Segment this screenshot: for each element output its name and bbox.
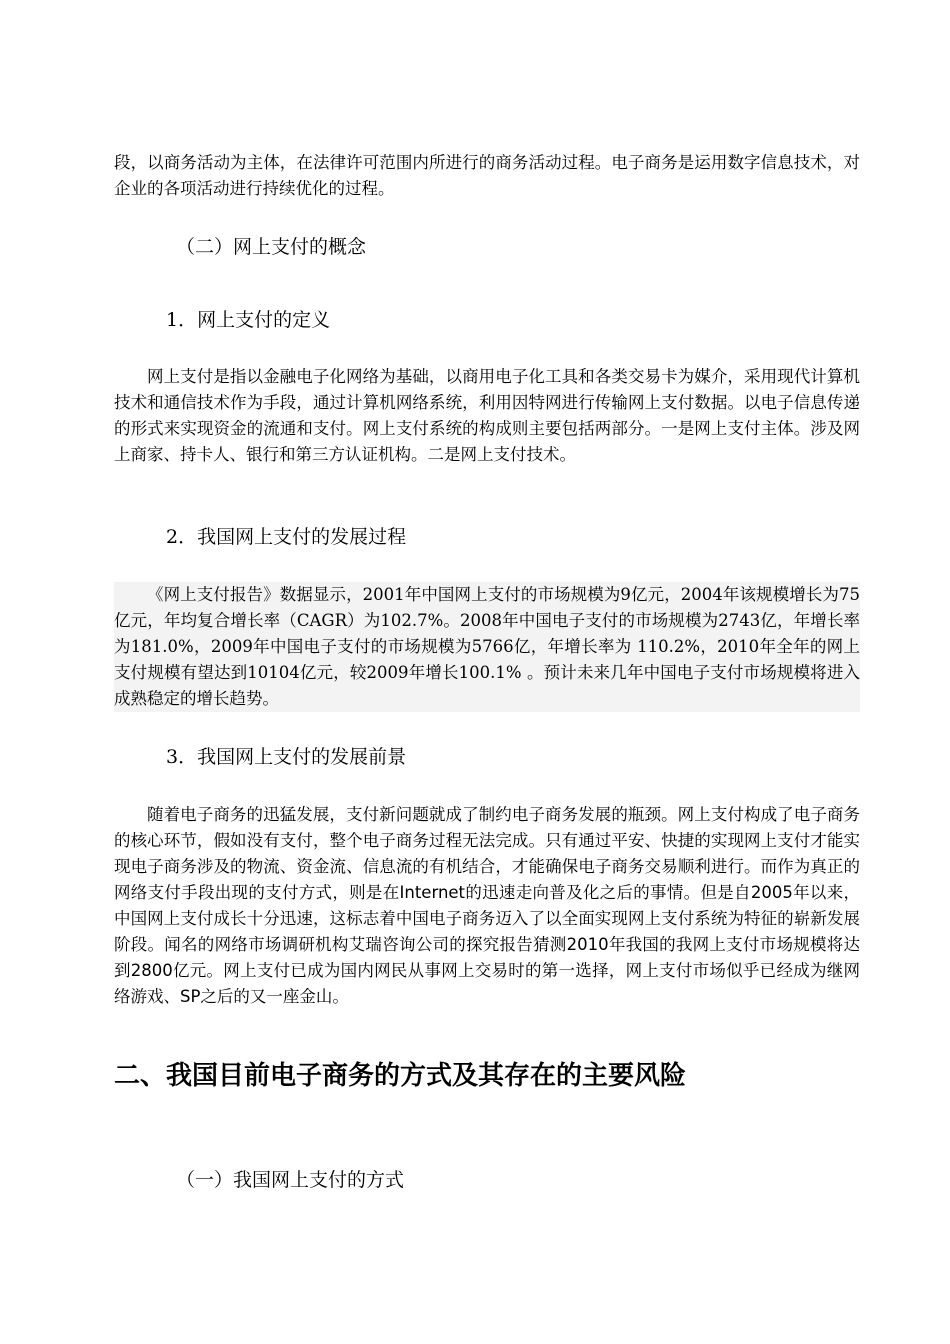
section-heading-online-payment-concept: （二）网上支付的概念: [176, 236, 367, 258]
development-prospects-paragraph: 随着电子商务的迅猛发展，支付新问题就成了制约电子商务发展的瓶颈。网上支付构成了电子商务的核心环节，假如没有支付，整个电子商务过程无法完成。只有通过平安、快捷的实现网上支付才能实现电子商务涉及的物流、资金流、信息流的有机结合，才能确保电子商务交易顺利进行。而作为真正的网络支付手段出现的支付方式，则是在Internet的迅速走向普及化之后的事情。但是自2005年以来，中国网上支付成长十分迅速，这标志着中国电子商务迈入了以全面实现网上支付系统为特征的崭新发展阶段。闻名的网络市场调研机构艾瑞咨询公司的探究报告猜测2010年我国的我网上支付市场规模将达到2800亿元。网上支付已成为国内网民从事网上交易时的第一选择，网上支付市场似乎已经成为继网络游戏、SP之后的又一座金山。: [114, 805, 860, 1006]
subsection-heading-development-process: 2．我国网上支付的发展过程: [166, 526, 407, 548]
definition-paragraph: 网上支付是指以金融电子化网络为基础，以商用电子化工具和各类交易卡为媒介，采用现代计算机技术和通信技术作为手段，通过计算机网络系统，利用因特网进行传输网上支付数据。以电子信息传递的形式来实现资金的流通和支付。网上支付系统的构成则主要包括两部分。一是网上支付主体。涉及网上商家、持卡人、银行和第三方认证机构。二是网上支付技术。: [114, 367, 860, 464]
intro-paragraph: 段，以商务活动为主体，在法律许可范围内所进行的商务活动过程。电子商务是运用数字信息技术，对企业的各项活动进行持续优化的过程。: [114, 153, 860, 198]
chapter-heading: 二、我国目前电子商务的方式及其存在的主要风险: [114, 1061, 687, 1091]
section-heading-payment-methods: （一）我国网上支付的方式: [176, 1169, 405, 1191]
subsection-heading-definition: 1．网上支付的定义: [166, 309, 331, 331]
subsection-heading-development-prospects: 3．我国网上支付的发展前景: [166, 746, 407, 768]
development-process-paragraph: 《网上支付报告》数据显示，2001年中国网上支付的市场规模为9亿元，2004年该规模增长为75亿元，年均复合增长率（CAGR）为102.7%。2008年中国电子支付的市场规模为2743亿，年增长率为181.0%，2009年中国电子支付的市场规模为5766亿，年增长率为 110.2%，2010年全年的网上支付规模有望达到10104亿元，较2009年增长100.1% 。预计未来几年中国电子支付市场规模将进入成熟稳定的增长趋势。: [114, 582, 860, 712]
